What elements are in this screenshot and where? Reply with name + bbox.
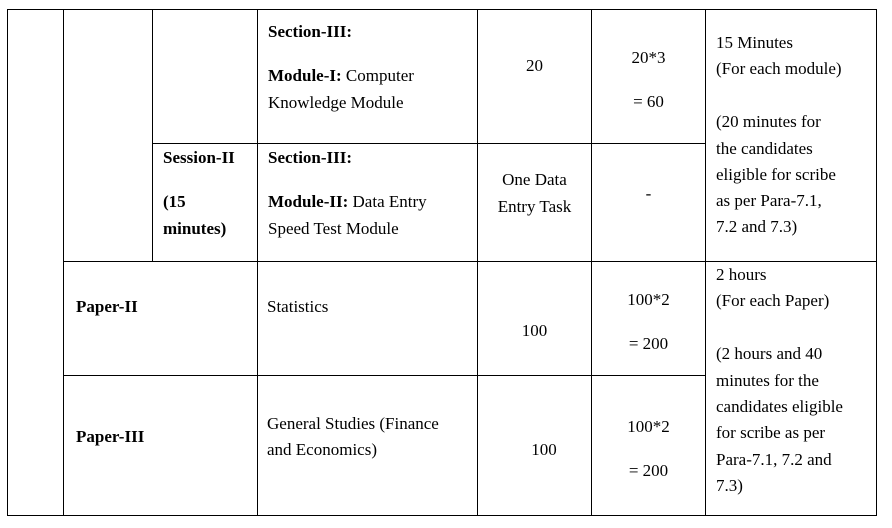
module1-marks-total: = 60: [633, 92, 664, 111]
paper2-marks-total: = 200: [628, 334, 669, 353]
module2-title: Module-II: Data Entry: [268, 192, 427, 211]
module1-section: Section-III:: [268, 22, 353, 41]
duration-session-line-1: 15 Minutes: [716, 33, 793, 52]
duration-papers-line-8: Para-7.1, 7.2 and: [716, 450, 832, 469]
paper2-subject: Statistics: [267, 297, 329, 316]
module1-title-cont: Knowledge Module: [268, 93, 404, 112]
paper2-questions: 100: [521, 321, 548, 340]
module2-questions-cont: Entry Task: [497, 197, 572, 216]
duration-session-line-4: (20 minutes for: [716, 112, 821, 131]
module1-questions: 20: [526, 56, 543, 75]
row-divider-paper3: [63, 375, 705, 376]
table-top-border: [7, 9, 877, 10]
duration-papers-line-9: 7.3): [716, 476, 743, 495]
module1-title: Module-I: Computer: [268, 66, 414, 85]
module2-questions: One Data: [502, 170, 567, 189]
paper3-marks-total: = 200: [628, 461, 669, 480]
paper2-label: Paper-II: [76, 297, 138, 316]
duration-papers-line-7: for scribe as per: [716, 423, 826, 442]
duration-papers-line-1: 2 hours: [716, 265, 767, 284]
duration-session-line-8: 7.2 and 7.3): [716, 217, 798, 236]
paper3-subject: General Studies (Finance: [267, 414, 439, 433]
duration-papers-line-5: minutes for the: [716, 371, 819, 390]
duration-session-line-6: eligible for scribe: [716, 165, 836, 184]
col-divider-6: [705, 9, 706, 516]
module2-title-cont: Speed Test Module: [268, 219, 399, 238]
col-divider-3: [257, 9, 258, 516]
table-bottom-border: [7, 515, 877, 516]
paper3-subject-cont: and Economics): [267, 440, 377, 459]
session2-duration-cont: minutes): [163, 219, 227, 238]
row-divider-module: [152, 143, 705, 144]
paper2-marks-formula: 100*2: [627, 290, 670, 309]
session2-duration: (15: [163, 192, 186, 211]
duration-papers-line-2: (For each Paper): [716, 291, 830, 310]
module2-section: Section-III:: [268, 148, 353, 167]
paper3-marks-formula: 100*2: [627, 417, 670, 436]
session2-label: Session-II: [163, 148, 235, 167]
duration-papers-line-6: candidates eligible: [716, 397, 843, 416]
module2-marks: -: [645, 184, 652, 203]
paper3-questions: 100: [531, 440, 557, 459]
duration-session-line-7: as per Para-7.1,: [716, 191, 822, 210]
paper3-label: Paper-III: [76, 427, 145, 446]
module1-marks-formula: 20*3: [631, 48, 666, 67]
duration-session-line-5: the candidates: [716, 139, 813, 158]
table-right-border: [876, 9, 877, 516]
duration-session-line-2: (For each module): [716, 59, 842, 78]
duration-papers-line-4: (2 hours and 40: [716, 344, 823, 363]
table-left-border: [7, 9, 8, 516]
col-divider-1: [63, 9, 64, 516]
col-divider-2: [152, 9, 153, 262]
